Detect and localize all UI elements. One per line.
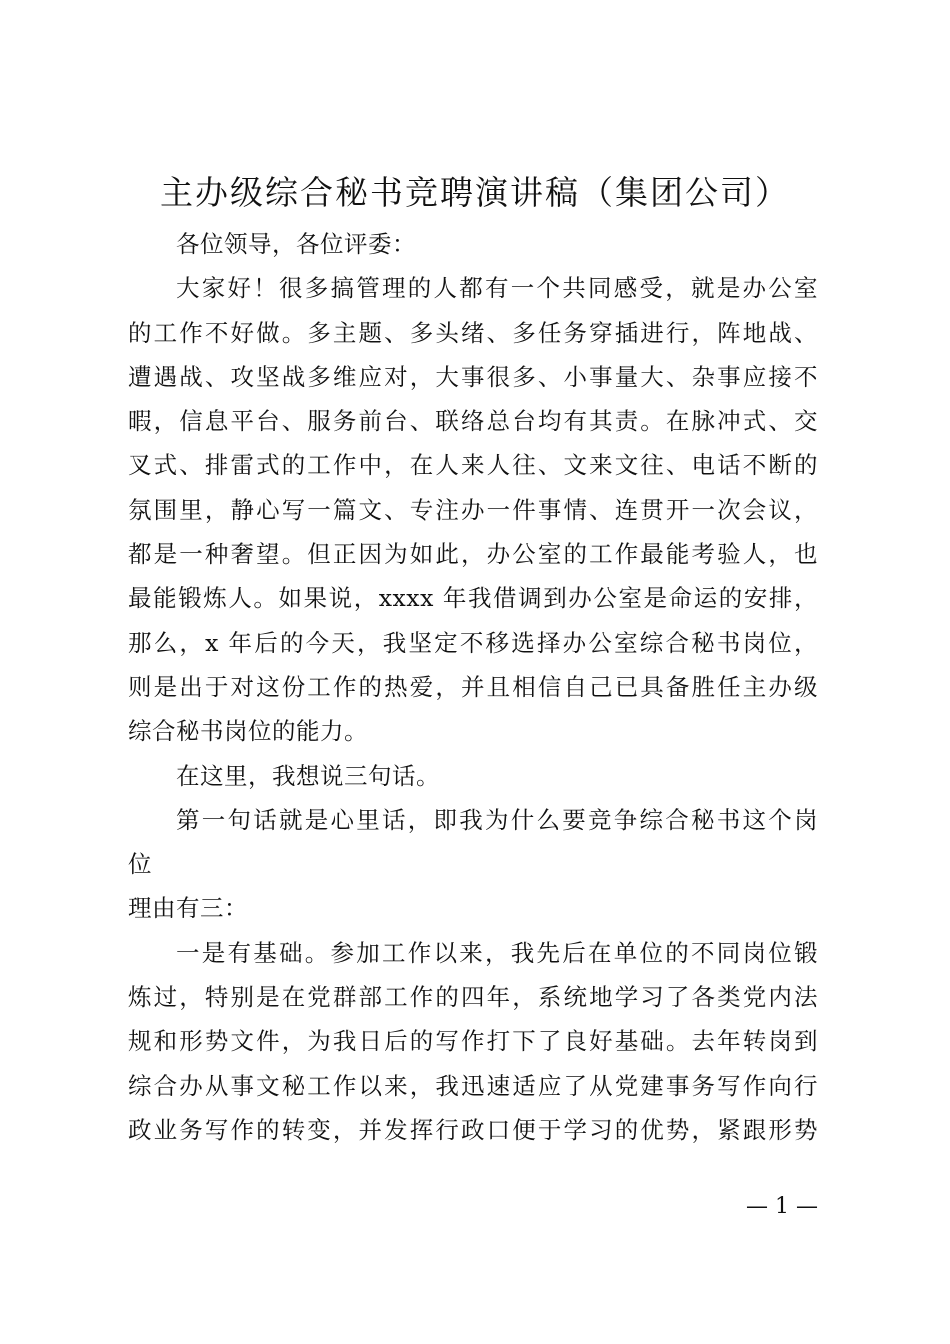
salutation-paragraph — [128, 222, 818, 266]
text-line: 政业务写作的转变，并发挥行政口便于学习的优势，紧跟形势 — [128, 1115, 818, 1144]
text-line: 位 — [128, 850, 152, 879]
paragraph-reasons-heading — [128, 886, 818, 930]
text-line: 第一句话就是心里话，即我为什么要竞争综合秘书这个岗 — [176, 805, 818, 834]
salutation: 各位领导，各位评委： — [176, 230, 416, 258]
text-line: 理由有三： — [128, 894, 248, 923]
text-line: 的工作不好做。多主题、多头绪、多任务穿插进行，阵地战、 — [128, 318, 818, 347]
paragraph-three-sentences — [128, 754, 818, 798]
document-body — [128, 222, 818, 1152]
text-line: 遭遇战、攻坚战多维应对，大事很多、小事量大、杂事应接不 — [128, 362, 818, 391]
text-line: 氛围里，静心写一篇文、专注办一件事情、连贯开一次会议， — [128, 495, 818, 524]
text-line: 在这里，我想说三句话。 — [176, 761, 440, 790]
paragraph-first-sentence — [128, 798, 818, 887]
document-title: 主办级综合秘书竞聘演讲稿（集团公司） — [160, 173, 790, 212]
paragraph-intro — [128, 266, 818, 753]
page-number: — 1 — — [746, 1194, 818, 1219]
text-line: 综合办从事文秘工作以来，我迅速适应了从党建事务写作向行 — [128, 1071, 818, 1100]
text-line: 炼过，特别是在党群部工作的四年，系统地学习了各类党内法 — [128, 983, 818, 1012]
text-line: 综合秘书岗位的能力。 — [128, 717, 368, 746]
text-line: 都是一种奢望。但正因为如此，办公室的工作最能考验人，也 — [128, 540, 818, 569]
text-line: 叉式、排雷式的工作中，在人来人往、文来文往、电话不断的 — [128, 451, 818, 480]
text-line: 一是有基础。参加工作以来，我先后在单位的不同岗位锻 — [176, 938, 818, 967]
text-line: 暇，信息平台、服务前台、联络总台均有其责。在脉冲式、交 — [128, 407, 818, 436]
text-line: 最能锻炼人。如果说，xxxx 年我借调到办公室是命运的安排， — [128, 584, 818, 613]
text-line: 大家好！很多搞管理的人都有一个共同感受，就是办公室 — [176, 274, 818, 303]
text-line: 则是出于对这份工作的热爱，并且相信自己已具备胜任主办级 — [128, 672, 818, 701]
text-line: 规和形势文件，为我日后的写作打下了良好基础。去年转岗到 — [128, 1027, 818, 1056]
text-line: 那么，x 年后的今天，我坚定不移选择办公室综合秘书岗位， — [128, 628, 818, 657]
paragraph-reason-one — [128, 931, 818, 1152]
